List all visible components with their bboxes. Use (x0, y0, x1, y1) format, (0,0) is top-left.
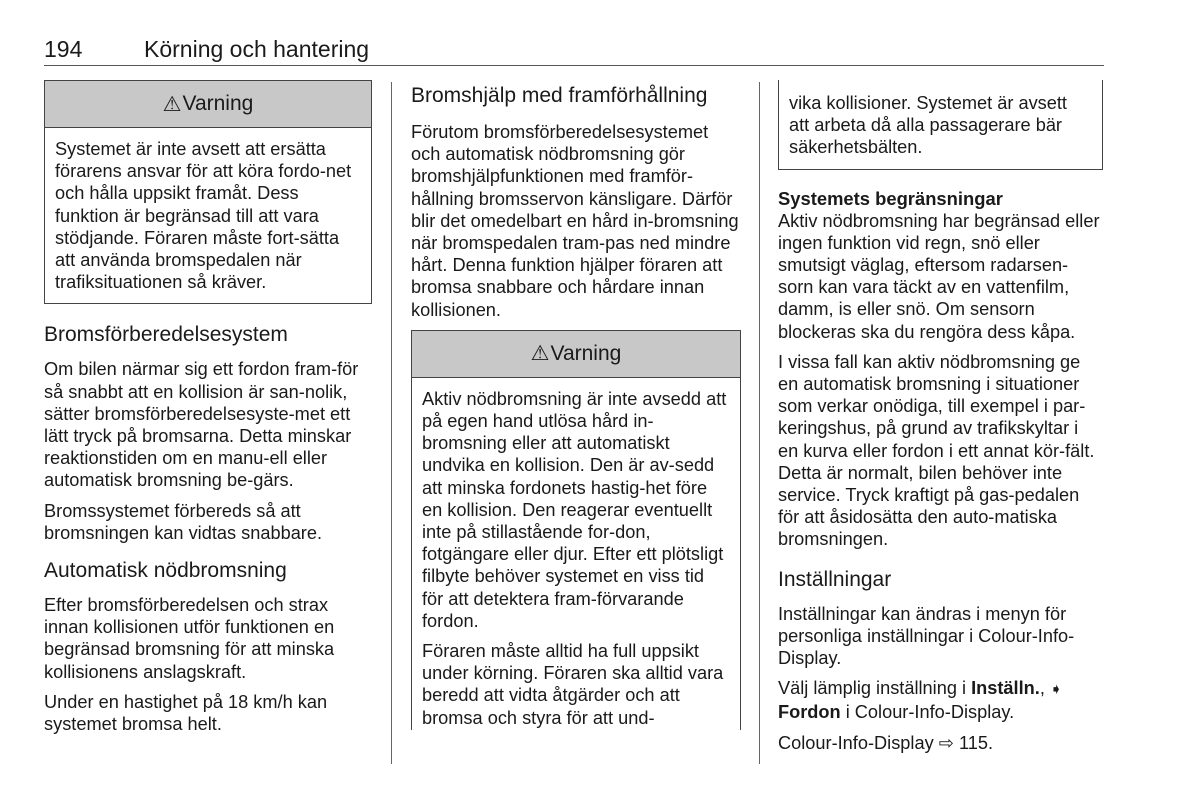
paragraph: Om bilen närmar sig ett fordon fram-för så snabbt att en kollision är san-nolik, sätter bromsförberedelsesyste-met ett lätt tryck på bromsarna. Detta minskar reaktionstiden om en manu-ell eller automatisk bromsning be-gärs. (44, 359, 359, 491)
text: i Colour-Info-Display. (840, 702, 1015, 723)
paragraph: I vissa fall kan aktiv nödbromsning ge en automatisk bromsning i situationer som verkar onödiga, till exempel i par-keringshus, på grund av trafikskyltar i en kurva eller fordon i ett annat kör-fält. Detta är normalt, bilen behöver inte service. Tryck kraftigt på gas-pedalen för att åsidosätta den auto-matiska bromsningen. (778, 351, 1095, 550)
warning-text: Systemet är inte avsett att ersätta förarens ansvar för att köra fordo-net och hålla uppsikt framåt. Dess funktion är begränsad till att vara stödjande. Föraren måste fort-sätta att använda bromspedalen när trafiksituationen så kräver. (55, 139, 352, 293)
menu-path-settings: Inställn. (971, 678, 1040, 699)
page-reference: 115. (953, 732, 994, 753)
paragraph: Inställningar kan ändras i menyn för personliga inställningar i Colour-Info-Display. (778, 603, 1075, 669)
column-2 (411, 80, 741, 730)
section-heading: Inställningar (778, 567, 892, 591)
column-3 (778, 80, 1103, 754)
section-heading: Bromsförberedelsesystem (44, 323, 288, 347)
warning-box (44, 80, 372, 304)
warning-header (45, 81, 371, 128)
warning-header (412, 331, 740, 378)
section-heading: Bromshjälp med framförhållning (411, 84, 708, 107)
paragraph: Efter bromsförberedelsen och strax innan kollisionen utför funktionen en begränsad bromsning för att minska kollisionens anslagskraft. (44, 595, 335, 682)
header-divider (44, 65, 1104, 66)
warning-text: Föraren måste alltid ha full uppsikt under körning. Föraren ska alltid vara beredd att vidta åtgärder och att bromsa och styra för att und- (422, 641, 724, 728)
paragraph (778, 732, 1103, 754)
warning-triangle-icon: ⚠ (530, 342, 550, 366)
warning-text: vika kollisioner. Systemet är avsett att arbeta då alla passagerare bär säkerhetsbälten. (789, 93, 1067, 158)
page-reference-icon: ⇨ (938, 732, 954, 753)
text: , (1039, 678, 1050, 699)
warning-body (45, 128, 371, 303)
page-number: 194 (44, 36, 83, 62)
warning-title: Varning (182, 92, 254, 115)
warning-body (412, 378, 740, 730)
paragraph: Bromssystemet förbereds så att bromsningen kan vidtas snabbare. (44, 500, 323, 543)
page-header (44, 36, 1104, 64)
paragraph (778, 677, 1103, 723)
warning-text: Aktiv nödbromsning är inte avsedd att på egen hand utlösa hård in-bromsning eller att automatiskt undvika en kollision. Den är av-sedd att minska fordonets hastig-het före en kollision. Den reagerar eventuellt inte på stillastående for-don, fotgängare eller djur. Efter ett plötsligt filbyte behöver systemet en viss tid för att detektera fram-förvarande fordon. (422, 388, 727, 631)
column-divider (759, 82, 760, 764)
menu-arrow-icon: ➧ (1049, 681, 1063, 699)
warning-box (411, 330, 741, 730)
text: Colour-Info-Display (778, 732, 939, 753)
warning-box-continued (778, 80, 1103, 170)
text: Välj lämplig inställning i (778, 678, 972, 699)
warning-triangle-icon: ⚠ (162, 92, 182, 116)
chapter-title: Körning och hantering (144, 36, 370, 62)
menu-path-vehicle: Fordon (778, 702, 841, 723)
subheading: Systemets begränsningar (778, 187, 1003, 209)
section-heading: Automatisk nödbromsning (44, 559, 287, 583)
column-1 (44, 80, 372, 735)
column-divider (391, 82, 392, 764)
paragraph: Förutom bromsförberedelsesystemet och automatisk nödbromsning gör bromshjälpfunktionen med framför-hållning bromsservon känsligare. Därför blir det omedelbart en hård in-bromsning när bromspedalen tram-pas ned mindre hårt. Denna funktion hjälper föraren att bromsa snabbare och hårdare innan kollisionen. (411, 122, 739, 320)
warning-title: Varning (550, 341, 622, 365)
paragraph: Aktiv nödbromsning har begränsad eller ingen funktion vid regn, snö eller smutsigt väglag, eftersom radarsen-sorn kan vara täckt av en vattenfilm, damm, is eller snö. Om sensorn blockeras ska du rengöra dess kåpa. (778, 210, 1100, 342)
paragraph: Under en hastighet på 18 km/h kan systemet bromsa helt. (44, 691, 328, 735)
